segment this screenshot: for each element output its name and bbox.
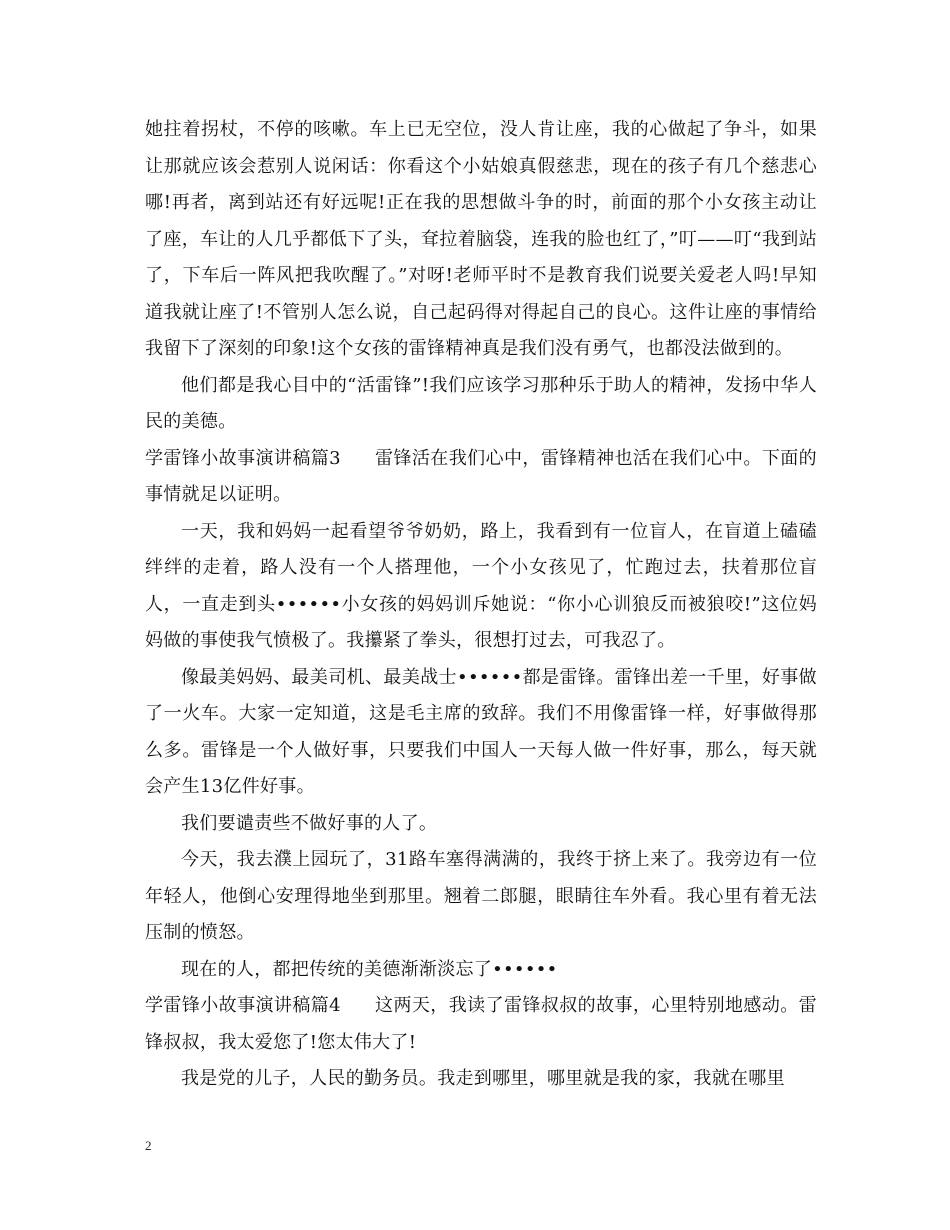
paragraph-7: 今天，我去濮上园玩了，31路车塞得满满的，我终于挤上来了。我旁边有一位年轻人，他倒心安理得地坐到那里。翘着二郎腿，眼睛往车外看。我心里有着无法压制的愤怒。 (145, 849, 817, 943)
paragraph-3-text: 雷锋活在我们心中，雷锋精神也活在我们心中。下面的事情就足以证明。 (145, 447, 817, 505)
paragraph-8: 现在的人，都把传统的美德渐渐淡忘了•••••• (181, 958, 558, 980)
paragraph-3 (145, 441, 817, 514)
document-body (145, 112, 817, 1098)
page-number: 2 (145, 1138, 152, 1153)
paragraph-9 (145, 988, 817, 1061)
paragraph-9-text: 这两天，我读了雷锋叔叔的故事，心里特别地感动。雷锋叔叔，我太爱您了!您太伟大了! (145, 995, 817, 1053)
paragraph-10: 我是党的儿子，人民的勤务员。我走到哪里，哪里就是我的家，我就在哪里 (181, 1068, 785, 1089)
section-title-4: 学雷锋小故事演讲稿篇4 (145, 995, 341, 1016)
paragraph-6: 我们要谴责些不做好事的人了。 (181, 812, 438, 834)
paragraph-5: 像最美妈妈、最美司机、最美战士••••••都是雷锋。雷锋出差一千里，好事做了一火车。大家一定知道，这是毛主席的致辞。我们不用像雷锋一样，好事做得那么多。雷锋是一个人做好事，只要我们中国人一天每人做一件好事，那么，每天就会产生13亿件好事。 (145, 666, 817, 797)
paragraph-1: 她拄着拐杖，不停的咳嗽。车上已无空位，没人肯让座，我的心做起了争斗，如果让那就应该会惹别人说闲话：你看这个小姑娘真假慈悲，现在的孩子有几个慈悲心哪!再者，离到站还有好远呢!正在我的思想做斗争的时，前面的那个小女孩主动让了座，车让的人几乎都低下了头，耷拉着脑袋，连我的脸也红了，”叮——叮“我到站了，下车后一阵风把我吹醒了。”对呀!老师平时不是教育我们说要关爱老人吗!早知道我就让座了!不管别人怎么说，自己起码得对得起自己的良心。这件让座的事情给我留下了深刻的印象!这个女孩的雷锋精神真是我们没有勇气，也都没法做到的。 (145, 119, 817, 359)
paragraph-4: 一天，我和妈妈一起看望爷爷奶奶，路上，我看到有一位盲人，在盲道上磕磕绊绊的走着，路人没有一个人搭理他，一个小女孩见了，忙跑过去，扶着那位盲人，一直走到头••••••小女孩的妈妈训斥她说：“你小心训狼反而被狼咬!”这位妈妈做的事使我气愤极了。我攥紧了拳头，很想打过去，可我忍了。 (145, 520, 817, 651)
section-title-3: 学雷锋小故事演讲稿篇3 (145, 447, 341, 469)
paragraph-2: 他们都是我心目中的“活雷锋”!我们应该学习那种乐于助人的精神，发扬中华人民的美德。 (145, 374, 817, 432)
